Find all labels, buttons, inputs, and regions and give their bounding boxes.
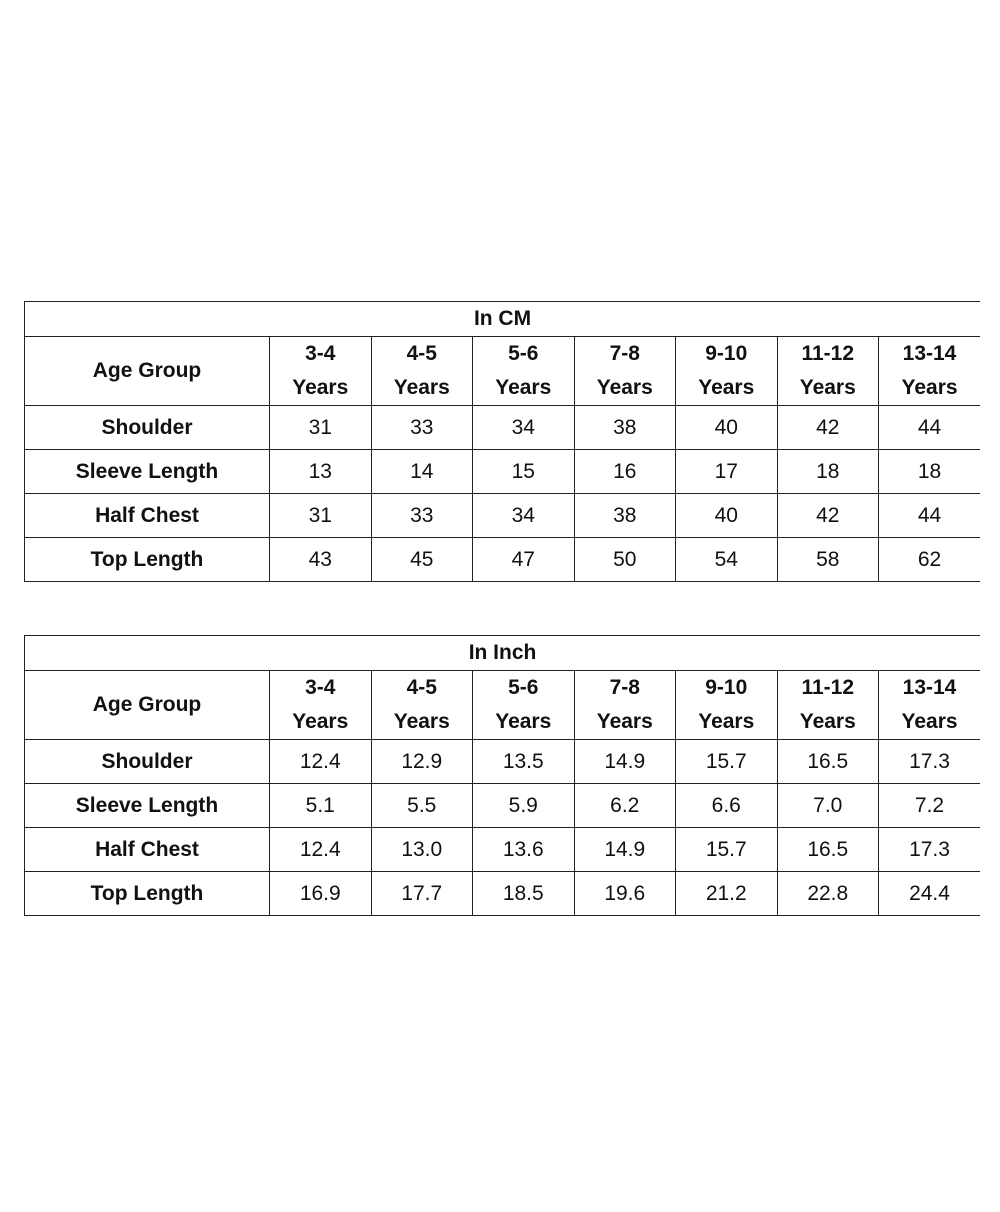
table-row xyxy=(25,784,981,828)
table-cell: 22.8 xyxy=(777,872,879,916)
table-cell: 42 xyxy=(777,406,879,450)
table-cell: 31 xyxy=(270,494,372,538)
table-cell: 7.0 xyxy=(777,784,879,828)
size-range: 5-6 xyxy=(508,676,539,699)
table-row xyxy=(25,450,981,494)
table-title: In Inch xyxy=(25,636,981,671)
table-cell: 45 xyxy=(371,538,473,582)
row-label: Shoulder xyxy=(25,740,270,784)
row-label: Top Length xyxy=(25,538,270,582)
table-cell: 34 xyxy=(473,406,575,450)
size-unit: Years xyxy=(393,710,450,733)
size-unit: Years xyxy=(901,710,958,733)
size-header xyxy=(777,671,879,740)
table-row xyxy=(25,740,981,784)
table-cell: 18 xyxy=(879,450,981,494)
size-unit: Years xyxy=(292,376,349,399)
age-group-header: Age Group xyxy=(25,337,270,406)
table-cell: 16.5 xyxy=(777,828,879,872)
table-row xyxy=(25,406,981,450)
table-cell: 12.4 xyxy=(270,828,372,872)
size-unit: Years xyxy=(393,376,450,399)
table-cell: 16 xyxy=(574,450,676,494)
table-cell: 15.7 xyxy=(676,740,778,784)
table-cell: 17 xyxy=(676,450,778,494)
table-cell: 13.5 xyxy=(473,740,575,784)
size-range: 3-4 xyxy=(305,676,336,699)
table-cell: 5.1 xyxy=(270,784,372,828)
table-cell: 6.2 xyxy=(574,784,676,828)
size-header xyxy=(574,671,676,740)
row-label: Top Length xyxy=(25,872,270,916)
size-unit: Years xyxy=(596,376,653,399)
table-header-row xyxy=(25,671,981,740)
table-cell: 31 xyxy=(270,406,372,450)
size-range: 9-10 xyxy=(705,342,748,365)
table-cell: 16.9 xyxy=(270,872,372,916)
table-cell: 21.2 xyxy=(676,872,778,916)
size-unit: Years xyxy=(596,710,653,733)
table-cell: 24.4 xyxy=(879,872,981,916)
table-cell: 43 xyxy=(270,538,372,582)
table-cell: 42 xyxy=(777,494,879,538)
size-header xyxy=(879,337,981,406)
table-cell: 40 xyxy=(676,494,778,538)
size-header xyxy=(473,671,575,740)
table-cell: 15 xyxy=(473,450,575,494)
size-unit: Years xyxy=(495,710,552,733)
row-label: Half Chest xyxy=(25,828,270,872)
table-cell: 5.9 xyxy=(473,784,575,828)
size-header xyxy=(879,671,981,740)
table-row xyxy=(25,494,981,538)
table-cell: 17.3 xyxy=(879,828,981,872)
table-cell: 16.5 xyxy=(777,740,879,784)
size-range: 11-12 xyxy=(801,342,855,365)
size-header xyxy=(371,671,473,740)
table-cell: 33 xyxy=(371,494,473,538)
table-title: In CM xyxy=(25,302,981,337)
size-range: 9-10 xyxy=(705,676,748,699)
table-cell: 13.6 xyxy=(473,828,575,872)
size-range: 13-14 xyxy=(902,342,957,365)
size-header xyxy=(777,337,879,406)
size-range: 7-8 xyxy=(609,342,640,365)
size-unit: Years xyxy=(901,376,958,399)
size-unit: Years xyxy=(799,710,856,733)
table-cell: 15.7 xyxy=(676,828,778,872)
table-cell: 17.7 xyxy=(371,872,473,916)
table-cell: 38 xyxy=(574,406,676,450)
size-unit: Years xyxy=(292,710,349,733)
table-cell: 14.9 xyxy=(574,740,676,784)
table-cell: 12.4 xyxy=(270,740,372,784)
table-cell: 40 xyxy=(676,406,778,450)
table-header-row xyxy=(25,337,981,406)
table-cell: 54 xyxy=(676,538,778,582)
table-row xyxy=(25,538,981,582)
size-header xyxy=(473,337,575,406)
age-group-header: Age Group xyxy=(25,671,270,740)
table-cell: 38 xyxy=(574,494,676,538)
size-header xyxy=(270,337,372,406)
size-unit: Years xyxy=(799,376,856,399)
table-cell: 33 xyxy=(371,406,473,450)
table-cell: 13.0 xyxy=(371,828,473,872)
table-cell: 14 xyxy=(371,450,473,494)
size-range: 13-14 xyxy=(902,676,957,699)
size-header xyxy=(574,337,676,406)
size-unit: Years xyxy=(698,376,755,399)
size-range: 4-5 xyxy=(406,342,437,365)
table-row xyxy=(25,872,981,916)
size-header xyxy=(676,337,778,406)
table-cell: 34 xyxy=(473,494,575,538)
size-chart-inch-table xyxy=(24,635,980,916)
table-cell: 18 xyxy=(777,450,879,494)
table-cell: 58 xyxy=(777,538,879,582)
table-cell: 19.6 xyxy=(574,872,676,916)
table-cell: 13 xyxy=(270,450,372,494)
table-cell: 6.6 xyxy=(676,784,778,828)
size-chart-cm-table xyxy=(24,301,980,582)
row-label: Sleeve Length xyxy=(25,450,270,494)
size-range: 3-4 xyxy=(305,342,336,365)
table-cell: 44 xyxy=(879,406,981,450)
table-cell: 17.3 xyxy=(879,740,981,784)
row-label: Sleeve Length xyxy=(25,784,270,828)
table-cell: 7.2 xyxy=(879,784,981,828)
size-header xyxy=(371,337,473,406)
size-range: 5-6 xyxy=(508,342,539,365)
table-cell: 44 xyxy=(879,494,981,538)
size-header xyxy=(676,671,778,740)
table-row xyxy=(25,828,981,872)
table-cell: 12.9 xyxy=(371,740,473,784)
size-unit: Years xyxy=(495,376,552,399)
row-label: Shoulder xyxy=(25,406,270,450)
table-cell: 18.5 xyxy=(473,872,575,916)
size-range: 7-8 xyxy=(609,676,640,699)
table-cell: 47 xyxy=(473,538,575,582)
table-cell: 62 xyxy=(879,538,981,582)
size-header xyxy=(270,671,372,740)
table-cell: 14.9 xyxy=(574,828,676,872)
table-cell: 5.5 xyxy=(371,784,473,828)
size-unit: Years xyxy=(698,710,755,733)
size-range: 11-12 xyxy=(801,676,855,699)
size-range: 4-5 xyxy=(406,676,437,699)
row-label: Half Chest xyxy=(25,494,270,538)
table-cell: 50 xyxy=(574,538,676,582)
